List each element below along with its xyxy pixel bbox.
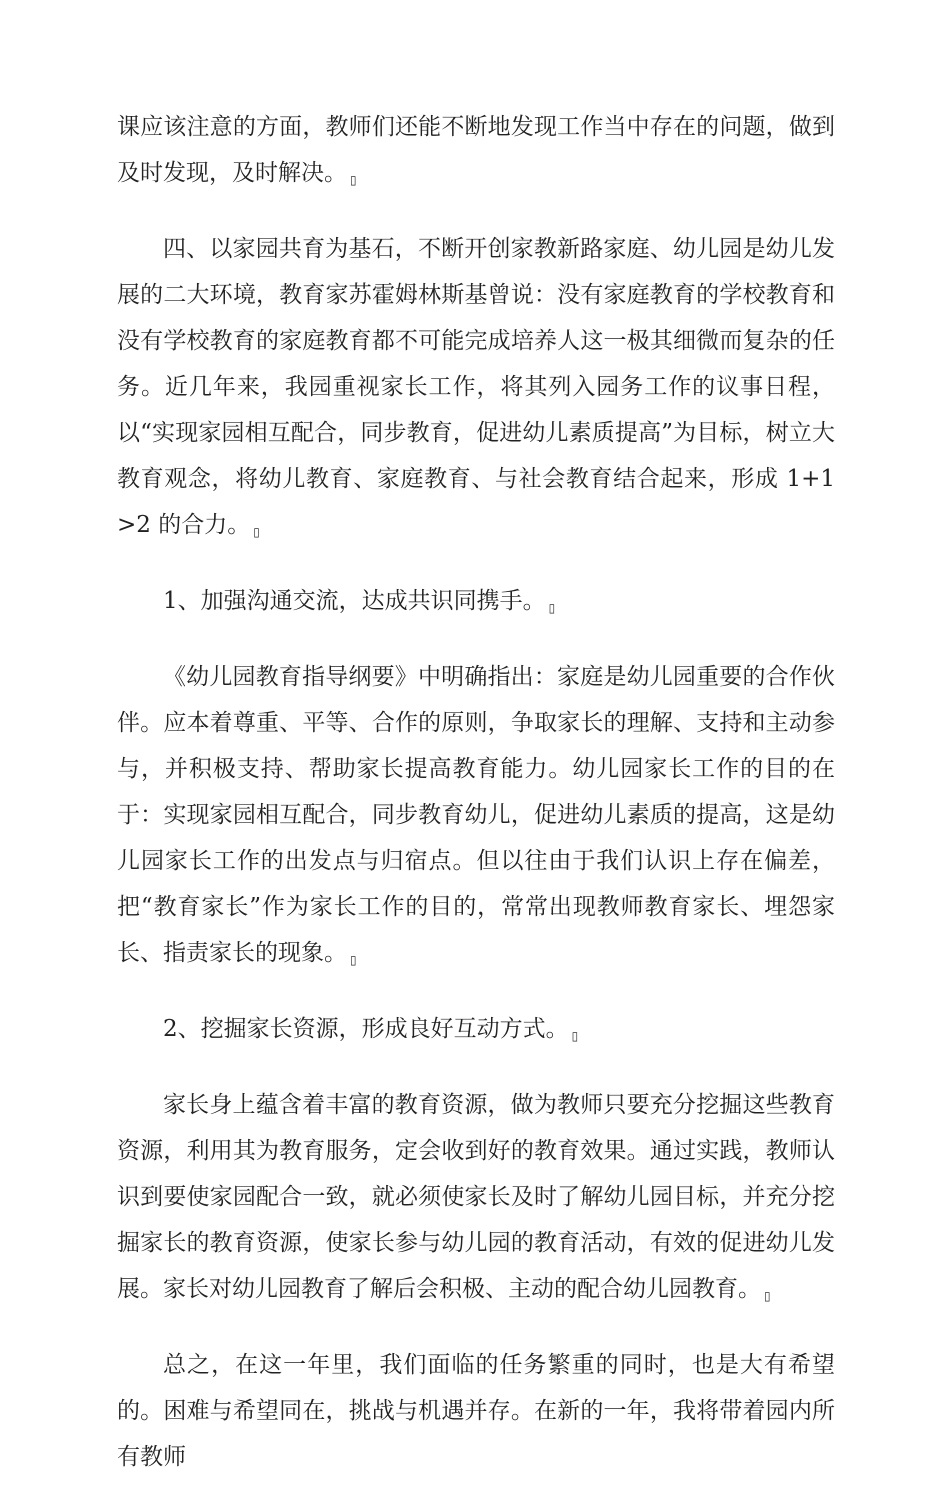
document-body <box>117 104 835 1510</box>
paragraph-end-mark: ▯ <box>253 525 260 539</box>
paragraph-section-four <box>117 226 835 548</box>
paragraph-text: 总之，在这一年里，我们面临的任务繁重的同时，也是大有希望的。困难与希望同在，挑战与机遇并存。在新的一年，我将带着园内所有教师 <box>117 1352 835 1470</box>
paragraph-text: 课应该注意的方面，教师们还能不断地发现工作当中存在的问题，做到及时发现，及时解决。 <box>117 114 835 186</box>
paragraph-text: 《幼儿园教育指导纲要》中明确指出：家庭是幼儿园重要的合作伙伴。应本着尊重、平等、合作的原则，争取家长的理解、支持和主动参与，并积极支持、帮助家长提高教育能力。幼儿园家长工作的目的在于：实现家园相互配合，同步教育幼儿，促进幼儿素质的提高，这是幼儿园家长工作的出发点与归宿点。但以往由于我们认识上存在偏差，把“教育家长”作为家长工作的目的，常常出现教师教育家长、埋怨家长、指责家长的现象。 <box>117 664 835 966</box>
paragraph-guideline <box>117 654 835 976</box>
paragraph-end-mark: ▯ <box>350 173 357 187</box>
paragraph-text: 四、以家园共育为基石，不断开创家教新路家庭、幼儿园是幼儿发展的二大环境，教育家苏霍姆林斯基曾说：没有家庭教育的学校教育和没有学校教育的家庭教育都不可能完成培养人这一极其细微而复杂的任务。近几年来，我园重视家长工作，将其列入园务工作的议事日程，以“实现家园相互配合，同步教育，促进幼儿素质提高”为目标，树立大教育观念，将幼儿教育、家庭教育、与社会教育结合起来，形成 1+1>2 的合力。 <box>117 236 835 538</box>
paragraph-text: 2、挖掘家长资源，形成良好互动方式。 <box>163 1016 569 1042</box>
paragraph-continuation <box>117 104 835 196</box>
paragraph-end-mark: ▯ <box>350 953 357 967</box>
paragraph-end-mark: ▯ <box>548 601 556 615</box>
paragraph-summary <box>117 1342 835 1480</box>
paragraph-parent-resources <box>117 1082 835 1312</box>
paragraph-item-two-heading <box>117 1006 835 1052</box>
paragraph-end-mark: ▯ <box>764 1289 771 1303</box>
paragraph-text: 家长身上蕴含着丰富的教育资源，做为教师只要充分挖掘这些教育资源，利用其为教育服务，定会收到好的教育效果。通过实践，教师认识到要使家园配合一致，就必须使家长及时了解幼儿园目标，并充分挖掘家长的教育资源，使家长参与幼儿园的教育活动，有效的促进幼儿发展。家长对幼儿园教育了解后会积极、主动的配合幼儿园教育。 <box>117 1092 835 1302</box>
paragraph-text: 1、加强沟通交流，达成共识同携手。 <box>163 588 546 614</box>
paragraph-end-mark: ▯ <box>571 1029 579 1043</box>
paragraph-item-one-heading <box>117 578 835 624</box>
